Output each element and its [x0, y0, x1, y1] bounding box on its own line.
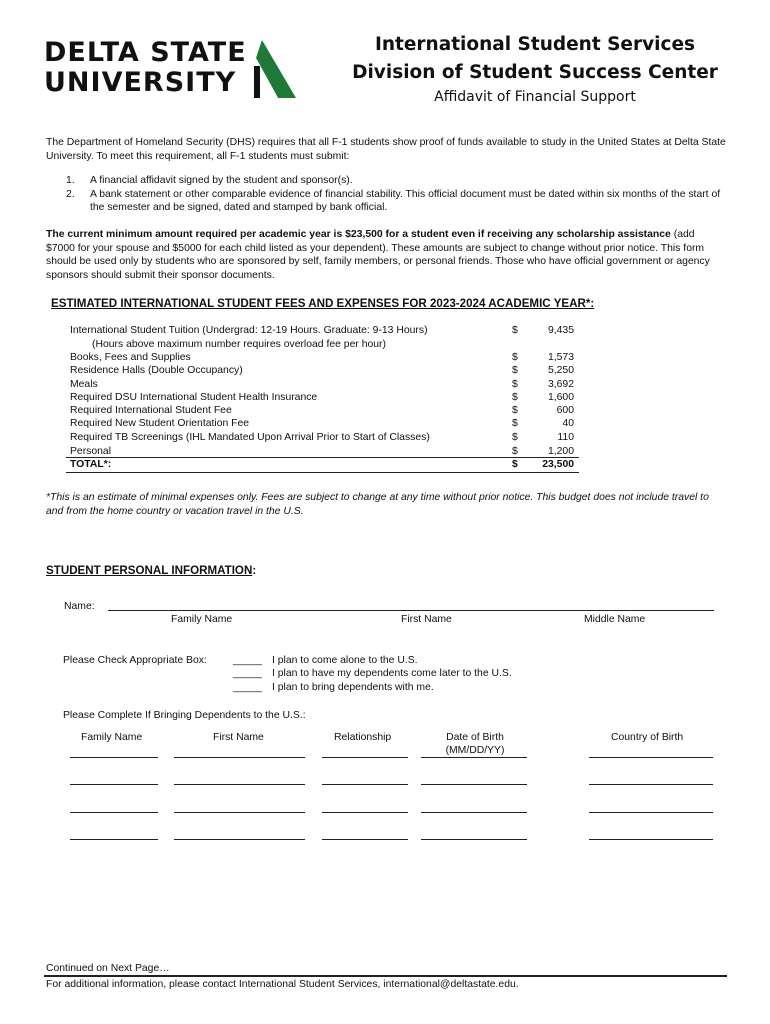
middle-name-caption: Middle Name	[584, 614, 646, 625]
fee-amount: 1,200	[547, 446, 574, 457]
dependent-header-family-name: Family Name	[81, 732, 143, 743]
check-blank-2[interactable]: _____	[233, 668, 262, 679]
fee-label: Required International Student Fee	[70, 405, 232, 416]
fee-total-currency: $	[512, 459, 518, 470]
first-name-caption: First Name	[401, 614, 452, 625]
dependent-first-name-field[interactable]	[174, 757, 305, 758]
fee-amount: 3,692	[547, 379, 574, 390]
dependent-family-name-field[interactable]	[70, 757, 158, 758]
fee-label: Required New Student Orientation Fee	[70, 418, 250, 429]
fee-row	[70, 351, 580, 364]
personal-info-heading	[46, 564, 256, 577]
dependent-header-relationship: Relationship	[334, 732, 392, 743]
dependent-first-name-field[interactable]	[174, 812, 305, 813]
fees-heading: ESTIMATED INTERNATIONAL STUDENT FEES AND EXPENSES FOR 2023-2024 ACADEMIC YEAR*:	[51, 297, 595, 310]
fee-currency: $	[512, 379, 518, 390]
fee-row	[70, 391, 580, 404]
continued-note: Continued on Next Page…	[46, 963, 170, 974]
minimum-amount-paragraph	[46, 228, 726, 282]
dependent-relationship-field[interactable]	[322, 784, 408, 785]
intro-paragraph: The Department of Homeland Security (DHS) requires that all F-1 students show proof of funds available to study in the United States at Delta State University. To meet this requirement, all F-1 students must submit:	[46, 137, 726, 162]
fee-amount: 40	[562, 418, 574, 429]
dependents-label: Please Complete If Bringing Dependents to the U.S.:	[63, 710, 306, 721]
university-logo	[44, 38, 294, 102]
dependent-family-name-field[interactable]	[70, 784, 158, 785]
fee-currency: $	[512, 392, 518, 403]
list-item	[66, 174, 726, 188]
fee-label: Required TB Screenings (IHL Mandated Upon Arrival Prior to Start of Classes)	[70, 432, 430, 443]
dependent-country-field[interactable]	[589, 812, 713, 813]
logo-line-2: UNIVERSITY	[44, 67, 237, 98]
fee-row	[70, 378, 580, 391]
fees-footnote: *This is an estimate of minimal expenses only. Fees are subject to change at any time without prior notice. This budget does not include travel to and from the home country or vacation travel in the U.S.	[46, 492, 709, 517]
dependent-relationship-field[interactable]	[322, 812, 408, 813]
fee-label: (Hours above maximum number requires overload fee per hour)	[92, 339, 386, 350]
fee-row	[70, 404, 580, 417]
total-underline	[66, 472, 579, 473]
dependent-header-first-name: First Name	[213, 732, 264, 743]
dependent-dob-field[interactable]	[421, 757, 527, 758]
dependent-relationship-field[interactable]	[322, 757, 408, 758]
fee-currency: $	[512, 405, 518, 416]
list-number: 2.	[66, 188, 75, 200]
name-label: Name:	[64, 601, 95, 612]
dependent-header-dob	[421, 731, 529, 757]
list-item	[66, 188, 726, 215]
fee-currency: $	[512, 418, 518, 429]
fee-row	[70, 324, 580, 337]
minimum-amount-details: (add $7000 for your spouse and $5000 for each child listed as your dependent). These amounts are subject to change without prior notice. This form should be used only by students who are sponsored by self, family members, or personal friends. Those who have official government or agency sponsors should submit their sponsor documents.	[46, 229, 710, 281]
dependent-first-name-field[interactable]	[174, 839, 305, 840]
fee-row	[70, 417, 580, 430]
contact-note: For additional information, please contact International Student Services, international@deltastate.edu.	[46, 979, 519, 990]
header-division-title: Division of Student Success Center	[352, 62, 718, 83]
dependent-dob-field[interactable]	[421, 812, 527, 813]
fee-amount: 9,435	[547, 325, 574, 336]
fee-total-label: TOTAL*:	[70, 459, 112, 470]
minimum-amount-statement: The current minimum amount required per academic year is $23,500 for a student even if receiving any scholarship assistance	[46, 229, 671, 240]
header-office-title: International Student Services	[374, 34, 696, 55]
list-text: A bank statement or other comparable evidence of financial stability. This official document must be dated within six months of the start of the semester and be signed, dated and stamped by bank official.	[90, 188, 721, 214]
fee-amount: 5,250	[547, 365, 574, 376]
fee-currency: $	[512, 365, 518, 376]
fee-label: International Student Tuition (Undergrad: 12-19 Hours. Graduate: 9-13 Hours)	[70, 325, 428, 336]
option-come-alone: I plan to come alone to the U.S.	[272, 655, 418, 666]
fee-row	[70, 338, 580, 351]
fee-row	[70, 431, 580, 444]
fee-label: Personal	[70, 446, 112, 457]
fee-amount: 1,573	[547, 352, 574, 363]
dependent-country-field[interactable]	[589, 839, 713, 840]
option-bring-dependents: I plan to bring dependents with me.	[272, 682, 434, 693]
header-form-title: Affidavit of Financial Support	[434, 89, 636, 105]
fee-currency: $	[512, 446, 518, 457]
footer-divider	[44, 975, 727, 977]
fee-total-amount: 23,500	[542, 459, 574, 470]
fee-amount: 1,600	[547, 392, 574, 403]
dependent-header-country: Country of Birth	[611, 732, 684, 743]
fee-label: Residence Halls (Double Occupancy)	[70, 365, 243, 376]
personal-info-heading-colon: :	[252, 564, 257, 577]
check-blank-1[interactable]: _____	[233, 655, 262, 666]
personal-info-heading-text: STUDENT PERSONAL INFORMATION	[46, 564, 253, 577]
requirements-list	[66, 174, 726, 215]
dependent-country-field[interactable]	[589, 757, 713, 758]
dependent-family-name-field[interactable]	[70, 812, 158, 813]
dob-caption: Date of Birth	[446, 732, 504, 743]
name-input-line[interactable]	[108, 610, 714, 611]
fee-currency: $	[512, 352, 518, 363]
check-box-label: Please Check Appropriate Box:	[63, 655, 207, 666]
fee-currency: $	[512, 325, 518, 336]
logo-line-1: DELTA STATE	[44, 37, 247, 68]
fee-label: Required DSU International Student Health Insurance	[70, 392, 318, 403]
fee-label: Books, Fees and Supplies	[70, 352, 191, 363]
option-dependents-later: I plan to have my dependents come later to the U.S.	[272, 668, 512, 679]
dependent-family-name-field[interactable]	[70, 839, 158, 840]
fee-currency: $	[512, 432, 518, 443]
list-text: A financial affidavit signed by the student and sponsor(s).	[90, 175, 353, 186]
dependent-country-field[interactable]	[589, 784, 713, 785]
fee-row	[70, 364, 580, 377]
fee-label: Meals	[70, 379, 98, 390]
dependent-relationship-field[interactable]	[322, 839, 408, 840]
list-number: 1.	[66, 175, 75, 186]
family-name-caption: Family Name	[171, 614, 233, 625]
dependent-dob-field[interactable]	[421, 839, 527, 840]
fee-amount: 600	[556, 405, 574, 416]
dependent-first-name-field[interactable]	[174, 784, 305, 785]
fee-amount: 110	[557, 432, 574, 443]
delta-triangle-icon	[252, 40, 296, 100]
dependent-dob-field[interactable]	[421, 784, 527, 785]
check-blank-3[interactable]: _____	[233, 682, 262, 693]
dob-format: (MM/DD/YY)	[445, 745, 505, 756]
fee-total-row	[70, 458, 580, 471]
